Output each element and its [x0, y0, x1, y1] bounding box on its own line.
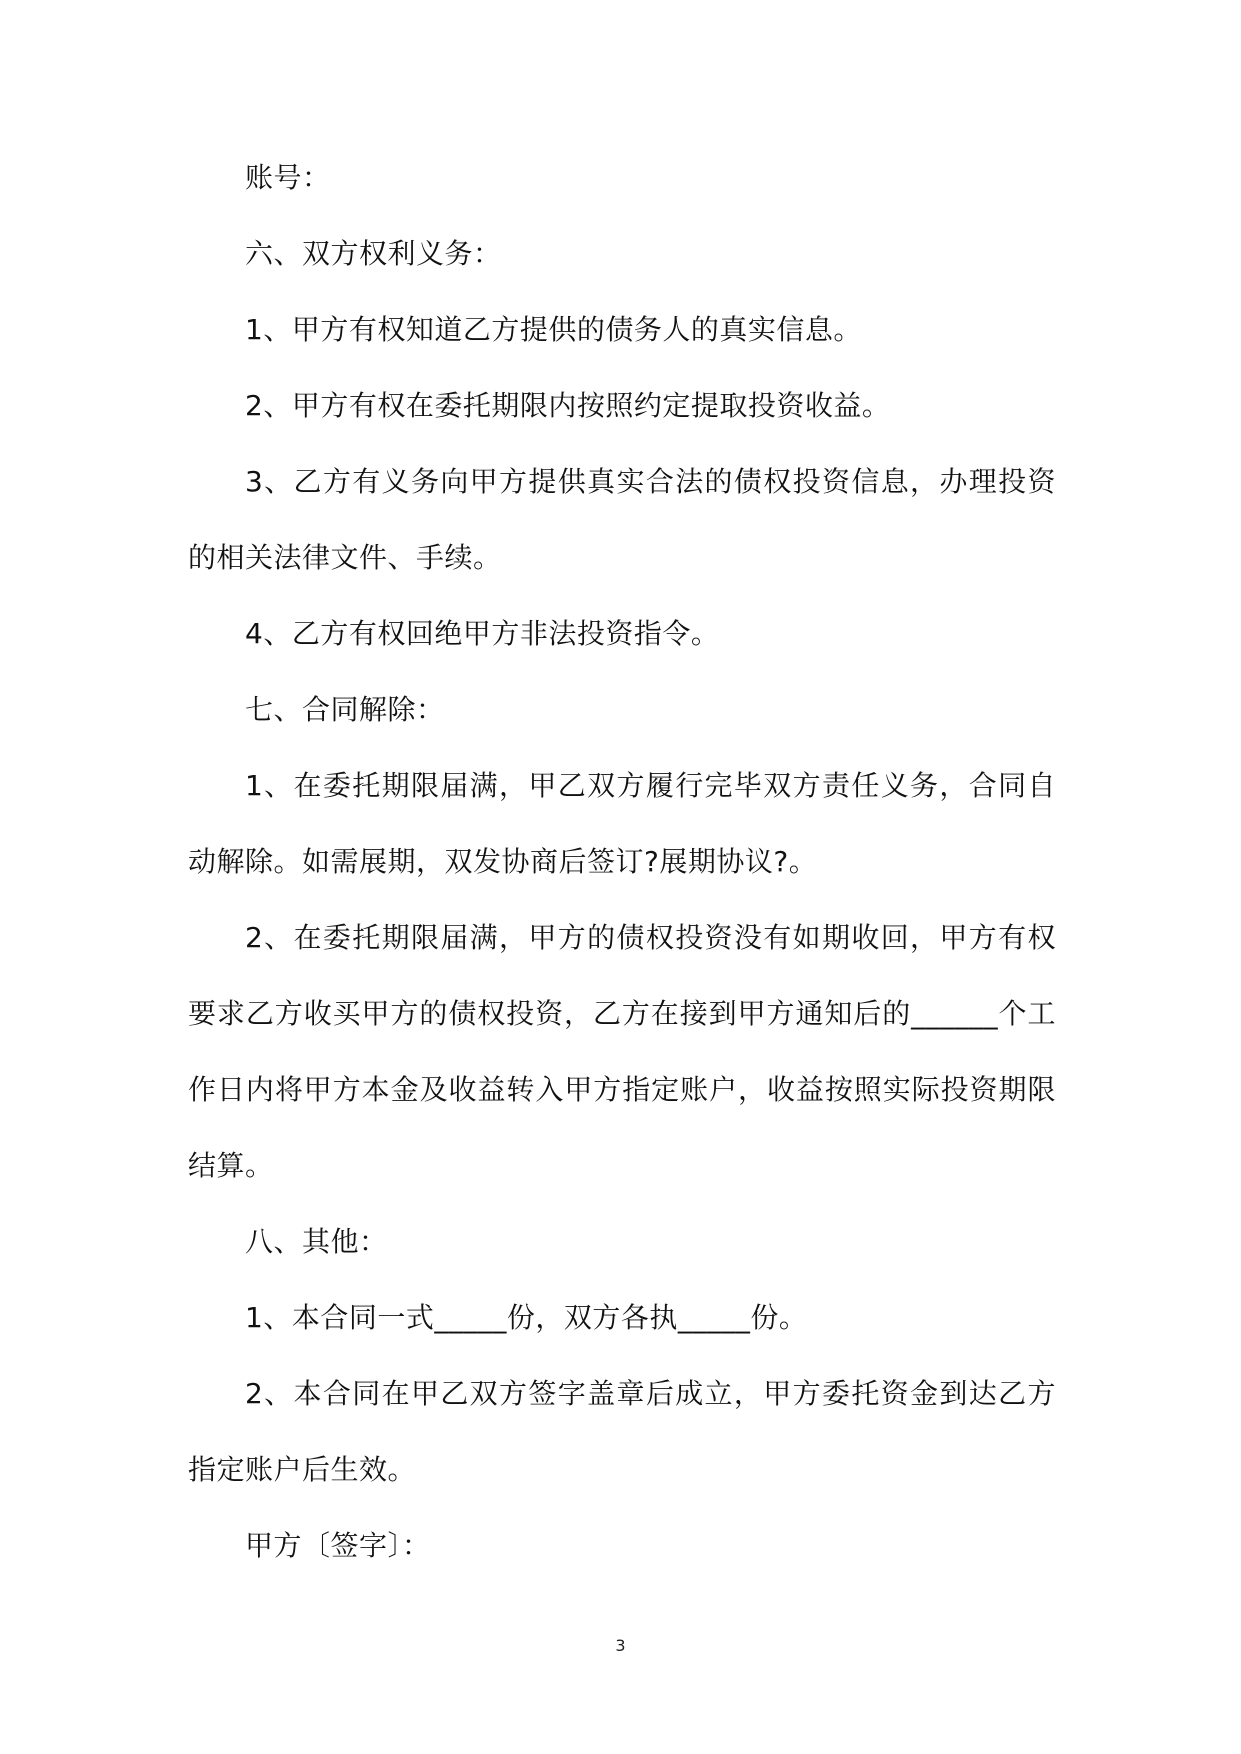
paragraph-8-1: 1、本合同一式_____份，双方各执_____份。	[245, 1301, 808, 1334]
paragraph-8-2: 2、本合同在甲乙双方签字盖章后成立，甲方委托资金到达乙方指定账户后生效。	[188, 1377, 1056, 1486]
paragraph-7-1: 1、在委托期限届满，甲乙双方履行完毕双方责任义务，合同自动解除。如需展期，双发协商后签订?展期协议?。	[188, 769, 1056, 878]
heading-section-7: 七、合同解除：	[245, 693, 445, 726]
party-a-signature: 甲方〔签字〕：	[245, 1529, 431, 1562]
paragraph-6-2: 2、甲方有权在委托期限内按照约定提取投资收益。	[245, 389, 891, 422]
paragraph-6-4: 4、乙方有权回绝甲方非法投资指令。	[245, 617, 720, 650]
heading-section-8: 八、其他：	[245, 1225, 388, 1258]
paragraph-7-2: 2、在委托期限届满，甲方的债权投资没有如期收回，甲方有权要求乙方收买甲方的债权投资，乙方在接到甲方通知后的______个工作日内将甲方本金及收益转入甲方指定账户，收益按照实际投资期限结算。	[188, 921, 1056, 1182]
document-body	[188, 140, 1056, 1584]
paragraph-6-1: 1、甲方有权知道乙方提供的债务人的真实信息。	[245, 313, 862, 346]
page-number: 3	[615, 1636, 626, 1655]
heading-section-6: 六、双方权利义务：	[245, 237, 502, 270]
paragraph-account: 账号：	[245, 161, 331, 194]
paragraph-6-3: 3、乙方有义务向甲方提供真实合法的债权投资信息，办理投资的相关法律文件、手续。	[188, 465, 1056, 574]
